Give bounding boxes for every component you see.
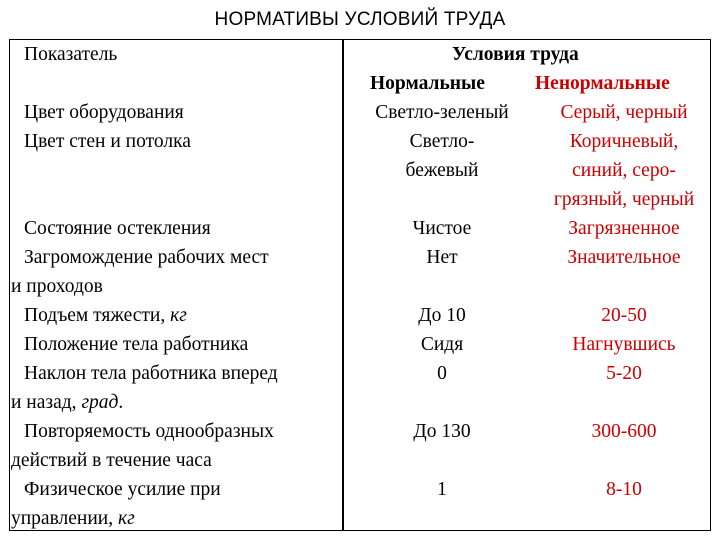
row-normal: Светло- [409, 131, 475, 152]
row-normal: бежевый [405, 160, 479, 181]
row-indicator: Состояние остекления [24, 218, 211, 239]
row-abnormal: Коричневый, [569, 131, 679, 152]
row-normal: 0 [437, 363, 447, 384]
row-normal: Сидя [420, 334, 464, 355]
row-indicator: Физическое усилие при [24, 479, 221, 500]
header-indicator: Показатель [24, 44, 118, 65]
row-abnormal: Загрязненное [568, 218, 680, 239]
row-indicator: Цвет стен и потолка [24, 131, 191, 152]
header-abnormal: Ненормальные [535, 73, 670, 94]
row-abnormal: синий, серо- [572, 160, 676, 181]
row-abnormal: Значительное [567, 247, 681, 268]
row-indicator: Подъем тяжести, кг [24, 305, 187, 326]
row-abnormal: 5-20 [606, 363, 642, 384]
row-abnormal: Серый, черный [560, 102, 688, 123]
row-normal: До 10 [418, 305, 466, 326]
row-abnormal: грязный, черный [553, 189, 695, 210]
row-normal: Нет [426, 247, 458, 268]
row-indicator-cont: управлении, кг [11, 508, 135, 529]
row-indicator-cont: и проходов [11, 276, 103, 297]
row-indicator: Загромождение рабочих мест [24, 247, 269, 268]
row-normal: До 130 [413, 421, 471, 442]
row-indicator: Наклон тела работника вперед [24, 363, 278, 384]
row-indicator: Положение тела работника [24, 334, 249, 355]
row-abnormal: 8-10 [606, 479, 642, 500]
row-normal: Чистое [412, 218, 472, 239]
row-indicator: Цвет оборудования [24, 102, 184, 123]
row-indicator: Повторяемость однообразных [24, 421, 274, 442]
row-indicator-cont: действий в течение часа [11, 450, 212, 471]
header-normal: Нормальные [370, 73, 485, 94]
row-abnormal: 20-50 [601, 305, 647, 326]
page-title: НОРМАТИВЫ УСЛОВИЙ ТРУДА [214, 9, 506, 30]
column-divider [342, 39, 344, 531]
row-abnormal: Нагнувшись [572, 334, 676, 355]
row-indicator-cont: и назад, град. [11, 392, 124, 413]
row-normal: Светло-зеленый [375, 102, 509, 123]
row-normal: 1 [437, 479, 447, 500]
header-conditions: Условия труда [452, 44, 579, 65]
row-abnormal: 300-600 [591, 421, 657, 442]
